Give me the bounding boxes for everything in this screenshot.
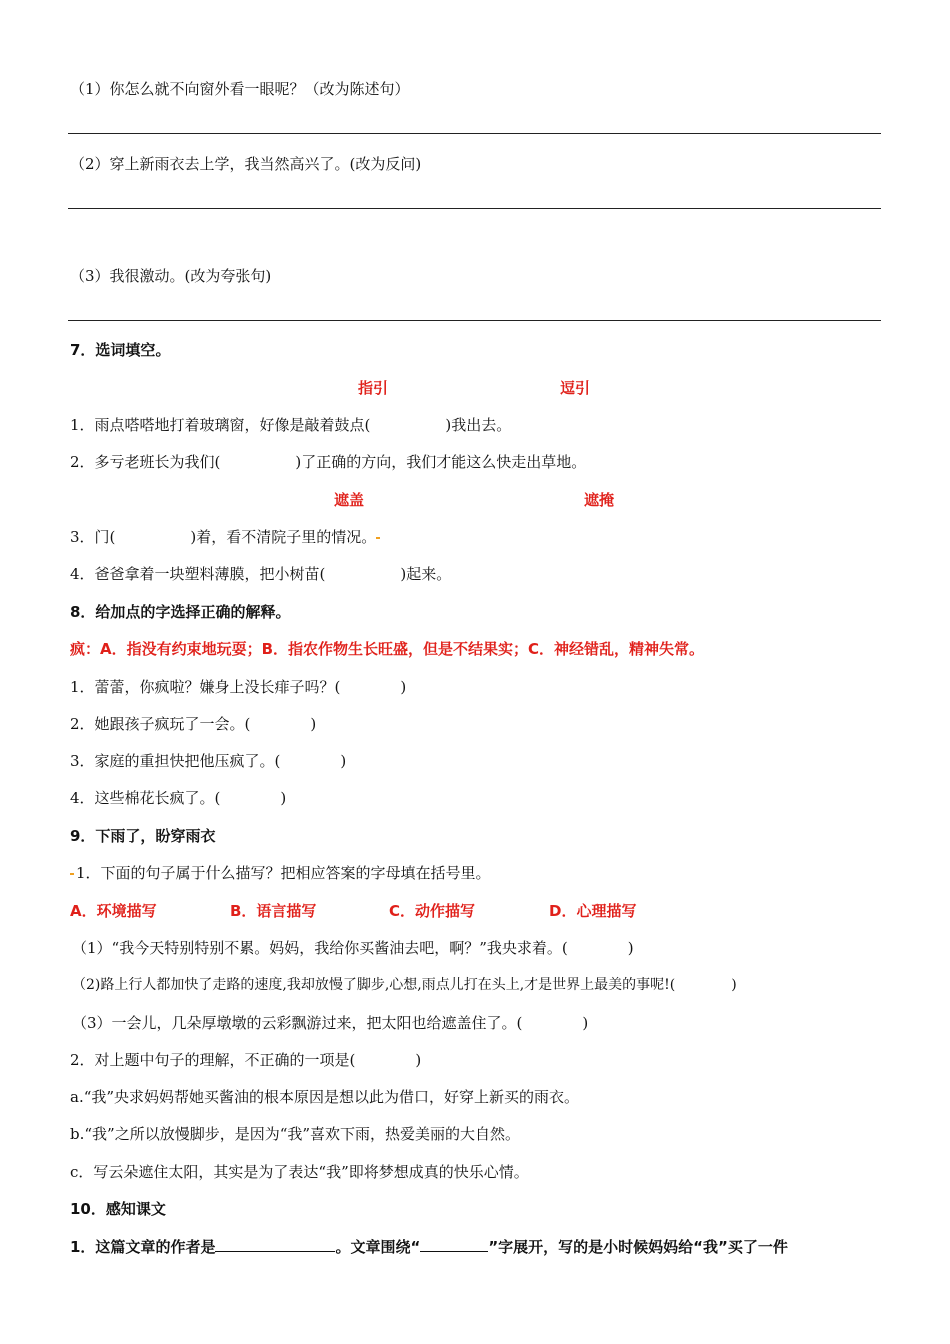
q9-option-b: B．语言描写 — [230, 902, 317, 920]
q8-sentence-4: 4．这些棉花长疯了。( ) — [70, 789, 287, 807]
q10-text-c: ”字展开，写的是小时候妈妈给“我”买了一件 — [488, 1238, 788, 1256]
blank-author[interactable] — [215, 1237, 335, 1252]
answer-line-2 — [68, 208, 881, 209]
q7-word-option: 遮盖 — [334, 491, 365, 509]
q9-option-a: A．环境描写 — [70, 902, 157, 920]
q8-sentence-1: 1．蕾蕾，你疯啦？嫌身上没长痱子吗？( ) — [70, 678, 407, 696]
q9-choice-c: c．写云朵遮住太阳，其实是为了表达“我”即将梦想成真的快乐心情。 — [70, 1163, 529, 1181]
q9-sub-2: 2．对上题中句子的理解，不正确的一项是( ) — [70, 1051, 422, 1069]
answer-line-3 — [68, 320, 881, 321]
q9-choice-b: b.“我”之所以放慢脚步，是因为“我”喜欢下雨，热爱美丽的大自然。 — [70, 1125, 521, 1143]
q7-word-option: 逗引 — [560, 379, 591, 397]
q8-sentence-3: 3．家庭的重担快把他压疯了。( ) — [70, 752, 347, 770]
q9-option-c: C．动作描写 — [389, 902, 476, 920]
q6-item-2: （2）穿上新雨衣去上学，我当然高兴了。(改为反问) — [70, 155, 422, 173]
mark-icon — [376, 537, 380, 539]
q7-sentence-1: 1．雨点嗒嗒地打着玻璃窗，好像是敲着鼓点( )我出去。 — [70, 416, 512, 434]
q8-sentence-2: 2．她跟孩子疯玩了一会。( ) — [70, 715, 317, 733]
q9-item-2: （2)路上行人都加快了走路的速度,我却放慢了脚步,心想,雨点儿打在头上,才是世界上最美的事呢!( ) — [72, 977, 737, 993]
answer-line-1 — [68, 133, 881, 134]
mark-icon — [70, 873, 74, 875]
q10-title: 10．感知课文 — [70, 1200, 166, 1218]
q7-sentence-2: 2．多亏老班长为我们( )了正确的方向，我们才能这么快走出草地。 — [70, 453, 587, 471]
q7-word-option: 指引 — [358, 379, 389, 397]
q10-sentence-1 — [70, 1237, 788, 1257]
q10-text-b: 。文章围绕“ — [335, 1238, 421, 1256]
q9-sub-1 — [70, 863, 491, 883]
q9-item-1: （1）“我今天特别特别不累。妈妈，我给你买酱油去吧，啊？”我央求着。( ) — [72, 939, 634, 957]
q9-item-3: （3）一会儿，几朵厚墩墩的云彩飘游过来，把太阳也给遮盖住了。( ) — [72, 1014, 589, 1032]
q9-title: 9．下雨了，盼穿雨衣 — [70, 827, 216, 845]
q9-choice-a: a.“我”央求妈妈帮她买酱油的根本原因是想以此为借口，好穿上新买的雨衣。 — [70, 1088, 580, 1106]
q6-item-3: （3）我很激动。(改为夸张句) — [70, 267, 272, 285]
q7-sentence-3 — [70, 527, 382, 547]
q7-word-option: 遮掩 — [584, 491, 615, 509]
q7-sentence-4: 4．爸爸拿着一块塑料薄膜，把小树苗( )起来。 — [70, 565, 452, 583]
q9-sub-1-text: 1．下面的句子属于什么描写？把相应答案的字母填在括号里。 — [76, 864, 491, 882]
q7-sentence-3-text: 3．门( )着，看不清院子里的情况。 — [70, 528, 377, 546]
q10-text-a: 1．这篇文章的作者是 — [70, 1238, 216, 1256]
q6-item-1: （1）你怎么就不向窗外看一眼呢？（改为陈述句） — [70, 80, 410, 98]
q7-title: 7．选词填空。 — [70, 341, 171, 359]
q9-option-d: D．心理描写 — [549, 902, 637, 920]
q8-definition: 疯：A．指没有约束地玩耍；B．指农作物生长旺盛，但是不结果实；C．神经错乱，精神失常。 — [70, 640, 705, 658]
q8-title: 8．给加点的字选择正确的解释。 — [70, 603, 291, 621]
blank-keyword[interactable] — [420, 1237, 488, 1252]
